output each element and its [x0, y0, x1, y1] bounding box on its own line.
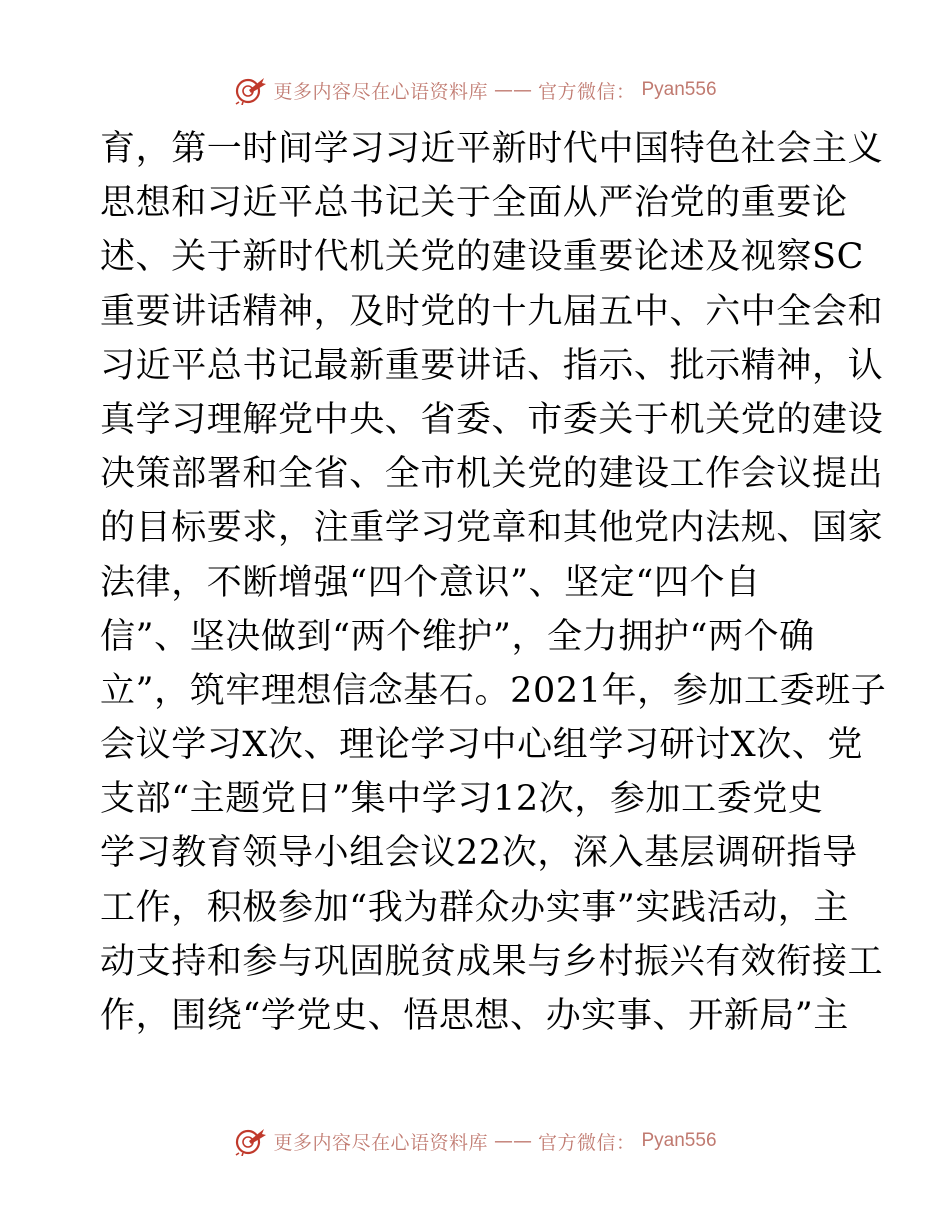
header-wechat-id: Pyan556	[641, 79, 717, 100]
text-line: 的目标要求，注重学习党章和其他党内法规、国家	[100, 508, 884, 549]
brand-logo-icon	[233, 1126, 267, 1156]
text-line: 立”，筑牢理想信念基石。2021年，参加工委班子	[100, 670, 887, 711]
text-line: 习近平总书记最新重要讲话、指示、批示精神，认	[100, 345, 884, 386]
text-line: 法律，不断增强“四个意识”、坚定“四个自	[100, 562, 761, 603]
header-promo-text: 更多内容尽在心语资料库	[273, 80, 488, 103]
document-body	[100, 122, 887, 1043]
text-line: 育，第一时间学习习近平新时代中国特色社会主义	[100, 129, 884, 169]
text-line: 工作，积极参加“我为群众办实事”实践活动，主	[100, 887, 849, 928]
header-banner	[0, 72, 950, 108]
text-line: 支部“主题党日”集中学习12次，参加工委党史	[100, 779, 824, 820]
text-line: 真学习理解党中央、省委、市委关于机关党的建设	[100, 399, 884, 440]
footer-wechat-id: Pyan556	[641, 1130, 717, 1151]
text-line: 决策部署和全省、全市机关党的建设工作会议提出	[100, 454, 884, 495]
header-separator: ——	[493, 79, 532, 101]
footer-separator: ——	[493, 1130, 532, 1152]
footer-wechat-label: 官方微信：	[537, 1131, 636, 1154]
header-wechat-label: 官方微信：	[537, 80, 636, 103]
footer-promo-text: 更多内容尽在心语资料库	[273, 1131, 488, 1154]
text-line: 学习教育领导小组会议22次，深入基层调研指导	[100, 833, 858, 874]
text-line: 动支持和参与巩固脱贫成果与乡村振兴有效衔接工	[100, 941, 884, 982]
text-line: 信”、坚决做到“两个维护”，全力拥护“两个确	[100, 616, 815, 657]
footer-banner	[0, 1123, 950, 1159]
brand-logo-icon	[233, 75, 267, 105]
text-line: 述、关于新时代机关党的建设重要论述及视察SC	[100, 237, 864, 278]
text-line: 重要讲话精神，及时党的十九届五中、六中全会和	[100, 291, 884, 332]
text-line: 作，围绕“学党史、悟思想、办实事、开新局”主	[100, 996, 849, 1036]
text-line: 会议学习X次、理论学习中心组学习研讨X次、党	[100, 725, 864, 766]
text-line: 思想和习近平总书记关于全面从严治党的重要论	[100, 183, 848, 224]
